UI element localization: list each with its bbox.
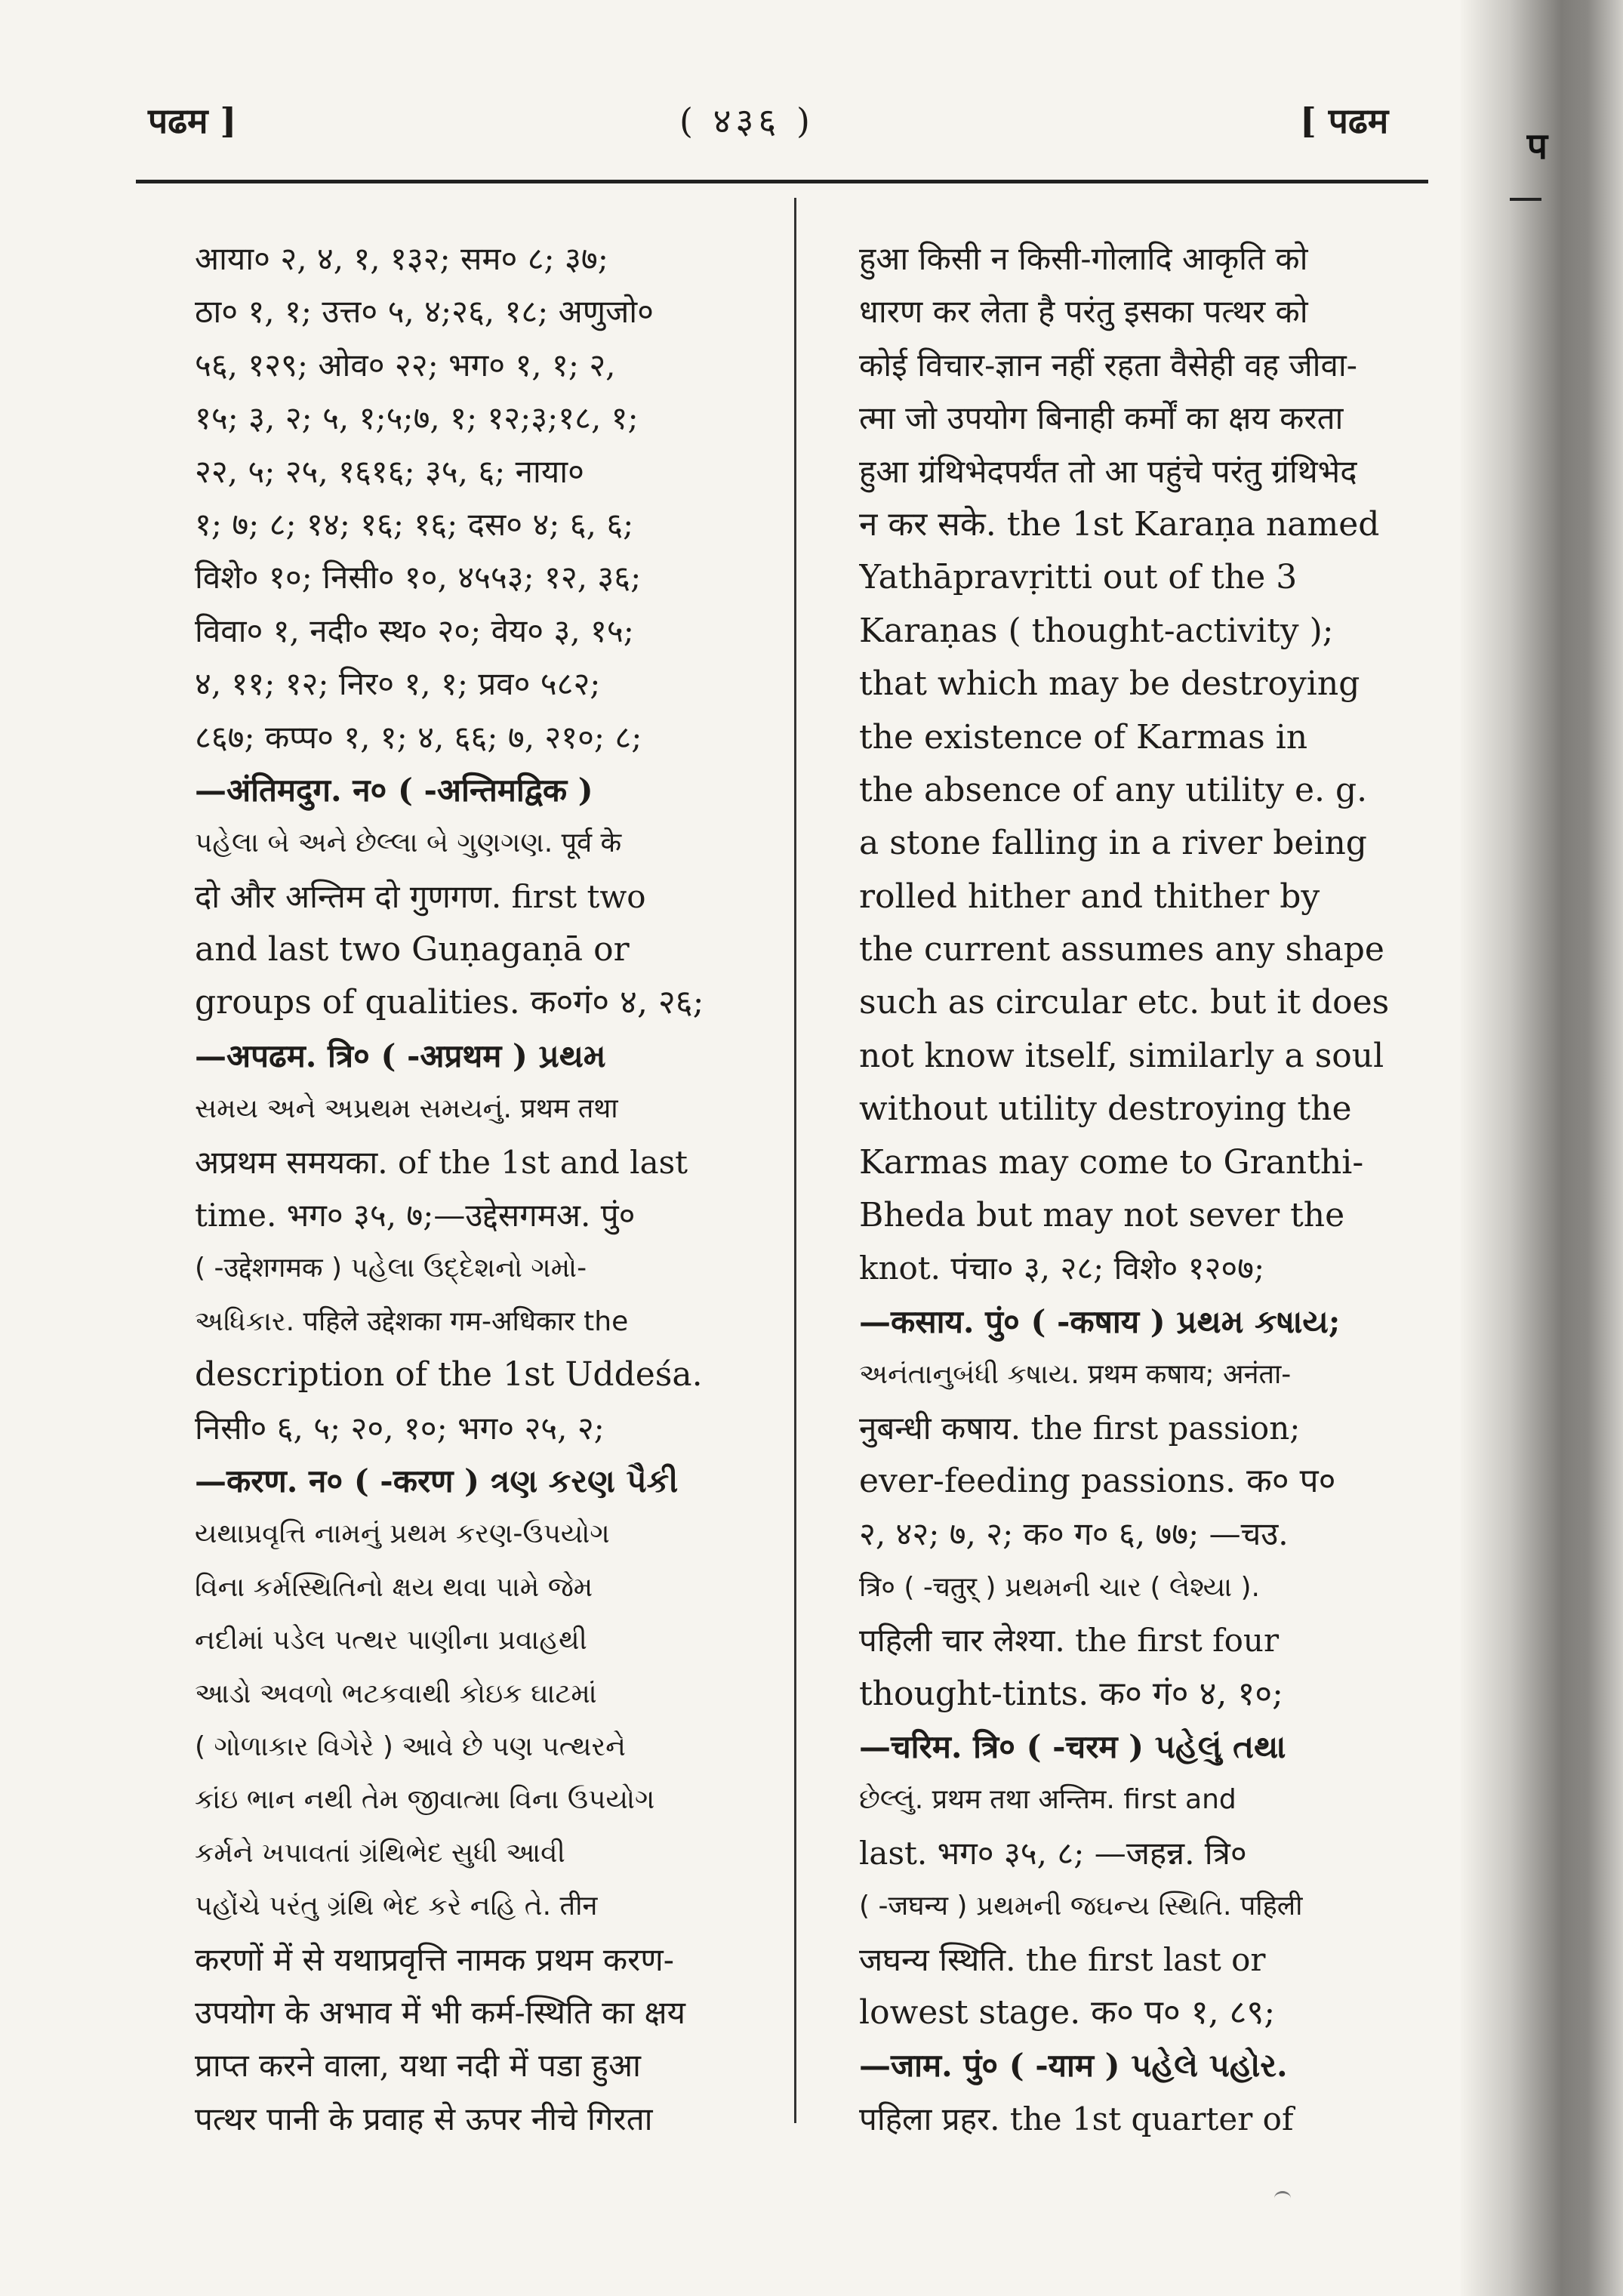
text-line: १; ७; ८; १४; १६; १६; दस० ४; ६, ६; (195, 505, 634, 543)
text-line: पत्थर पानी के प्रवाह से ऊपर नीचे गिरता (195, 2100, 653, 2137)
text-line: the current assumes any shape (859, 930, 1384, 969)
text-line: पहिला प्रहर. the 1st quarter of (859, 2100, 1294, 2137)
text-line: २, ४२; ७, २; क० ग० ६, ७७; —चउ. (859, 1515, 1289, 1553)
paper-mark (1274, 2191, 1291, 2205)
header-left-keyword: पढम ] (148, 100, 237, 141)
text-line: અનંતાનુબંધી કષાય. प्रथम कषाय; अनंता- (859, 1359, 1292, 1391)
text-line: વિના કર્મસ્થિતિનો ક્ષય થવા પામે જેમ (195, 1571, 593, 1603)
text-line: ५६, १२९; ओव० २२; भग० १, १; २, (195, 346, 616, 384)
entry-headword: —अंतिमदुग. न० ( -अन्तिमद्विक ) (195, 771, 593, 809)
text-line: આડો અવળો ભટકવાથી કોઇક ઘાટમાં (195, 1678, 597, 1709)
text-line: न कर सके. the 1st Karaṇa named (859, 504, 1380, 544)
header-right-keyword: [ पढम (1300, 100, 1389, 141)
next-page-letter: प (1526, 125, 1548, 168)
next-page-dash (1510, 198, 1541, 201)
text-line: २२, ५; २५, १६१६; ३५, ६; नाया० (195, 452, 584, 490)
text-line: lowest stage. क० प० १, ८९; (859, 1992, 1276, 2032)
text-line: विवा० १, नदी० स्थ० २०; वेय० ३, १५; (195, 612, 634, 649)
entry-headword: —कसाय. पुं० ( -कषाय ) પ્રથમ કષાય; (859, 1302, 1341, 1340)
text-line: a stone falling in a river being (859, 824, 1367, 863)
text-line: विशे० १०; निसी० १०, ४५५३; १२, ३६; (195, 559, 642, 596)
text-line: ever-feeding passions. क० प० (859, 1461, 1336, 1500)
text-line: दो और अन्तिम दो गुणगण. first two (195, 877, 646, 915)
text-line: not know itself, similarly a soul (859, 1036, 1384, 1075)
text-line: નદીમાં પડેલ પત્થર પાણીના પ્રવાહથી (195, 1625, 587, 1657)
text-line: प्राप्त करने वाला, यथा नदी में पडा हुआ (195, 2047, 641, 2085)
page-number: ( ४३६ ) (679, 100, 815, 141)
entry-headword: —अपढम. त्रि० ( -अप्रथम ) પ્રથમ (195, 1037, 606, 1074)
text-line: ( ગોળાકાર વિગેરે ) આવે છે પણ પત્થરને (195, 1730, 626, 1762)
left-column (195, 233, 853, 2146)
text-line: the absence of any utility e. g. (859, 770, 1368, 809)
entry-headword: —चरिम. त्रि० ( -चरम ) પહેલું તથા (859, 1727, 1286, 1765)
right-column (859, 233, 1427, 2146)
text-line: યથાપ્રવૃત્તિ નામનું પ્રથમ કરણ-ઉપયોગ (195, 1518, 610, 1550)
text-line: અધિકાર. पहिले उद्देशका गम-अधिकार the (195, 1305, 629, 1337)
header-rule (136, 180, 1428, 183)
text-line: Karmas may come to Granthi- (859, 1142, 1364, 1182)
text-line: ( -जघन्य ) પ્રથમની જઘન્ય સ્થિતિ. पहिली (859, 1891, 1303, 1922)
text-line: Yathāpravṛitti out of the 3 (859, 558, 1298, 597)
text-line: such as circular etc. but it does (859, 983, 1390, 1022)
text-line: ८६७; कप्प० १, १; ४, ६६; ७, २१०; ८; (195, 718, 642, 756)
text-line: description of the 1st Uddeśa. (195, 1355, 703, 1395)
text-line: the existence of Karmas in (859, 717, 1308, 757)
text-line: कोई विचार-ज्ञान नहीं रहता वैसेही वह जीवा- (859, 346, 1357, 384)
text-line: rolled hither and thither by (859, 877, 1320, 916)
text-line: जघन्य स्थिति. the first last or (859, 1940, 1266, 1978)
text-line: groups of qualities. क०गं० ४, २६; (195, 983, 704, 1022)
text-line: हुआ ग्रंथिभेदपर्यंत तो आ पहुंचे परंतु ग्रंथिभेद (859, 452, 1357, 490)
text-line: त्मा जो उपयोग बिनाही कर्मों का क्षय करता (859, 399, 1344, 437)
text-line: आया० २, ४, १, १३२; सम० ८; ३७; (195, 240, 608, 277)
text-line: नुबन्धी कषाय. the first passion; (859, 1409, 1301, 1447)
text-line: १५; ३, २; ५, १;५;७, १; १२;३;१८, १; (195, 399, 639, 437)
text-line: पहिली चार लेश्या. the first four (859, 1622, 1280, 1660)
text-line: अप्रथम समयका. of the 1st and last (195, 1143, 688, 1181)
text-line: કર્મને ખપાવતાં ગ્રંથિભેદ સુધી આવી (195, 1837, 565, 1869)
text-line: ठा० १, १; उत्त० ५, ४;२६, १८; अणुजो० (195, 293, 654, 331)
text-line: हुआ किसी न किसी-गोलादि आकृति को (859, 240, 1308, 277)
text-line: करणों में से यथाप्रवृत्ति नामक प्रथम करण- (195, 1940, 674, 1978)
text-line: Bheda but may not sever the (859, 1196, 1345, 1235)
text-line: without utility destroying the (859, 1089, 1352, 1129)
text-line: છેલ્લું. प्रथम तथा अन्तिम. first and (859, 1784, 1236, 1816)
text-line: निसी० ६, ५; २०, १०; भग० २५, २; (195, 1409, 605, 1447)
text-line: પહેલા બે અને છેલ્લા બે ગુણગણ. पूर्व के (195, 827, 622, 859)
text-line: કાંઇ ભાન નથી તેમ જીવાત્મા વિના ઉપયોગ (195, 1784, 655, 1816)
text-line: પહોંચે પરંતુ ગ્રંથિ ભેદ કરે નહિ તે. तीन (195, 1891, 598, 1922)
text-line: ४, ११; १२; निर० १, १; प्रव० ५८२; (195, 665, 601, 703)
text-line: સમય અને અપ્રથમ સમયનું. प्रथम तथा (195, 1093, 618, 1125)
text-line: त्रि० ( -चतुर् ) પ્રથમની ચાર ( લેશ્યા ). (859, 1571, 1260, 1603)
text-line: thought-tints. क० गं० ४, १०; (859, 1674, 1283, 1713)
text-line: उपयोग के अभाव में भी कर्म-स्थिति का क्षय (195, 1993, 686, 2031)
text-line: धारण कर लेता है परंतु इसका पत्थर को (859, 293, 1308, 331)
page-binding-edge (1461, 0, 1623, 2296)
text-line: that which may be destroying (859, 664, 1360, 704)
text-line: time. भग० ३५, ७;—उद्देसगमअ. पुं० (195, 1197, 636, 1234)
entry-headword: —जाम. पुं० ( -याम ) પહેલે પહોર. (859, 2047, 1288, 2085)
text-line: and last two Guṇagaṇā or (195, 930, 630, 969)
text-line: Karaṇas ( thought-activity ); (859, 611, 1334, 650)
text-line: last. भग० ३५, ८; —जहन्न. त्रि० (859, 1834, 1247, 1872)
text-line: ( -उद्देशगमक ) પહેલા ઉદ્દેશનો ગમો- (195, 1253, 587, 1284)
text-line: knot. पंचा० ३, २८; विशे० १२०७; (859, 1250, 1265, 1287)
entry-headword: —करण. न० ( -करण ) ત્રણ કરણ પૈકી (195, 1462, 679, 1499)
